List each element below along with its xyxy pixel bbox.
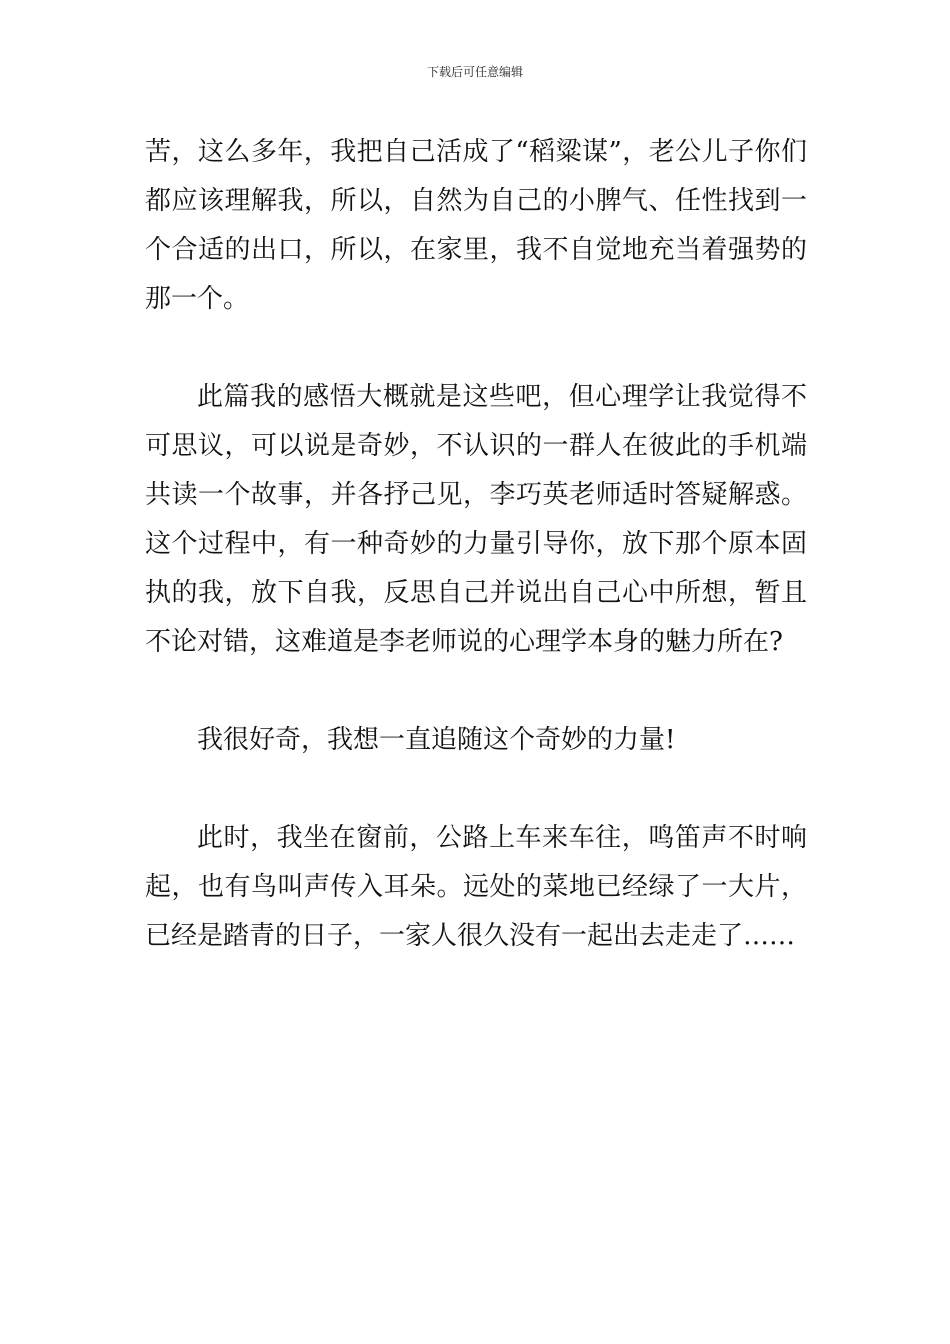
paragraph-4: 此时，我坐在窗前，公路上车来车往，鸣笛声不时响起，也有鸟叫声传入耳朵。远处的菜地已经绿了一大片，已经是踏青的日子，一家人很久没有一起出去走走了…… <box>145 823 807 951</box>
document-body <box>145 128 807 961</box>
paragraph-1: 苦，这么多年，我把自己活成了“稻粱谋”，老公儿子你们都应该理解我，所以，自然为自己的小脾气、任性找到一个合适的出口，所以，在家里，我不自觉地充当着强势的那一个。 <box>145 137 807 314</box>
paragraph-2: 此篇我的感悟大概就是这些吧，但心理学让我觉得不可思议，可以说是奇妙，不认识的一群人在彼此的手机端共读一个故事，并各抒己见，李巧英老师适时答疑解惑。这个过程中，有一种奇妙的力量引导你，放下那个原本固执的我，放下自我，反思自己并说出自己心中所想，暂且不论对错，这难道是李老师说的心理学本身的魅力所在? <box>145 382 807 657</box>
paragraph-3: 我很好奇，我想一直追随这个奇妙的力量! <box>197 725 676 755</box>
page-header: 下载后可任意编辑 <box>426 65 523 79</box>
